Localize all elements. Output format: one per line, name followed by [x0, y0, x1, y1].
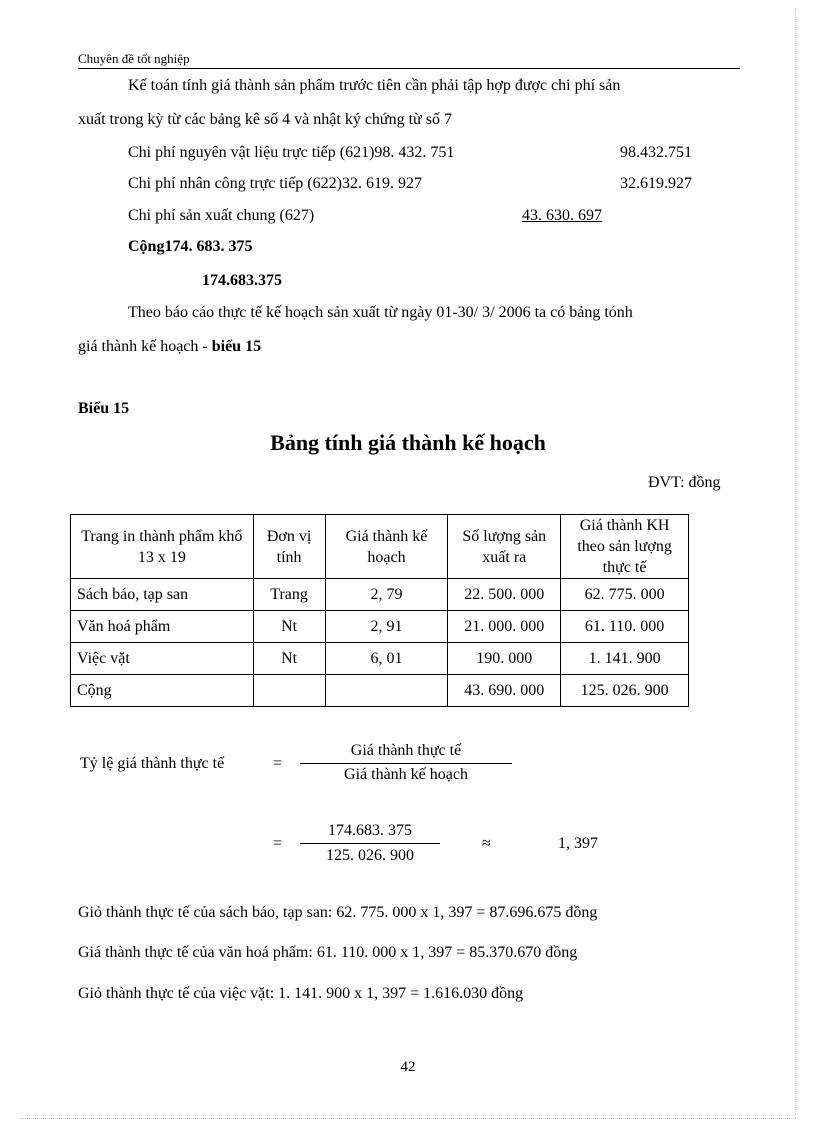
cell-unit: Nt [253, 643, 325, 675]
formula-value-fraction-bar [300, 843, 440, 844]
formula-result: 1, 397 [558, 835, 598, 852]
table-row [71, 579, 689, 611]
running-header: Chuyên đề tốt nghiệp [78, 50, 740, 69]
cell-plan-cost: 1. 141. 900 [561, 643, 689, 675]
exhibit-label: Biểu 15 [78, 400, 130, 417]
total-amount: 174.683.375 [202, 272, 282, 289]
cell-unit [253, 675, 325, 707]
header-product: Trang in thành phẩm khổ 13 x 19 [71, 515, 254, 579]
cell-quantity: 190. 000 [448, 643, 561, 675]
cell-product: Việc vặt [71, 643, 254, 675]
cost-label-621: Chi phí nguyên vật liệu trực tiếp (621)98. 432. 751 [128, 144, 455, 161]
formula-equals-2: = [273, 835, 283, 852]
cell-unit: Nt [253, 611, 325, 643]
header-unit: Đơn vị tính [253, 515, 325, 579]
table-header-row [71, 515, 689, 579]
cost-amount-622: 32.619.927 [620, 175, 692, 192]
cell-quantity: 21. 000. 000 [448, 611, 561, 643]
formula-numerator: Giá thành thực tế [350, 742, 462, 759]
cost-amount-627: 43. 630. 697 [522, 207, 602, 224]
table-row [71, 643, 689, 675]
cost-label-622: Chi phí nhân công trực tiếp (622)32. 619. 927 [128, 175, 422, 192]
header-plan-price: Giá thành kế hoạch [325, 515, 448, 579]
cell-plan-price: 2, 91 [325, 611, 448, 643]
table-row [71, 611, 689, 643]
report-line-2-bold: biểu 15 [211, 338, 262, 355]
intro-line-1: Kế toán tính giá thành sản phẩm trước tiên cần phải tập hợp được chi phí sản [128, 77, 621, 94]
cell-plan-price [325, 675, 448, 707]
cell-product: Văn hoá phẩm [71, 611, 254, 643]
header-quantity: Số lượng sản xuất ra [448, 515, 561, 579]
page-border-bottom [20, 1118, 796, 1119]
formula-den-value: 125. 026. 900 [326, 847, 414, 864]
plan-cost-table [70, 514, 689, 707]
formula-num-value: 174.683. 375 [328, 822, 412, 839]
formula-fraction-bar [300, 763, 512, 764]
header-plan-cost-actual: Giá thành KH theo sản lượng thực tế [561, 515, 689, 579]
table-title: Bảng tính giá thành kế hoạch [270, 430, 546, 455]
cell-plan-cost: 62. 775. 000 [561, 579, 689, 611]
cost-amount-621: 98.432.751 [620, 144, 692, 161]
cell-plan-price: 2, 79 [325, 579, 448, 611]
table-total-row [71, 675, 689, 707]
total-label: Cộng174. 683. 375 [128, 238, 253, 255]
cost-label-627: Chi phí sản xuất chung (627) [128, 207, 315, 224]
formula-approx: ≈ [482, 835, 491, 852]
formula-denominator: Giá thành kế hoạch [344, 766, 468, 783]
page-border-right [795, 8, 796, 1118]
calc-line-books: Giỏ thành thực tế của sách báo, tạp san: 62. 775. 000 x 1, 397 = 87.696.675 đồng [78, 904, 598, 921]
formula-label: Tỷ lệ giá thành thực tế [80, 755, 225, 772]
cell-product: Sách báo, tạp san [71, 579, 254, 611]
cell-unit: Trang [253, 579, 325, 611]
cell-plan-cost: 61. 110. 000 [561, 611, 689, 643]
cell-quantity: 43. 690. 000 [448, 675, 561, 707]
page-number: 42 [400, 1059, 416, 1075]
report-line-2-prefix: giá thành kế hoạch - [78, 338, 212, 355]
cell-plan-cost: 125. 026. 900 [561, 675, 689, 707]
formula-equals-1: = [273, 755, 283, 772]
cell-plan-price: 6, 01 [325, 643, 448, 675]
report-line-2 [78, 337, 261, 357]
cell-quantity: 22. 500. 000 [448, 579, 561, 611]
cell-product: Cộng [71, 675, 254, 707]
intro-line-2: xuất trong kỳ từ các bảng kê số 4 và nhật ký chứng từ số 7 [78, 111, 452, 128]
calc-line-misc: Giỏ thành thực tế của việc vặt: 1. 141. 900 x 1, 397 = 1.616.030 đồng [78, 985, 524, 1002]
report-line-1: Theo báo cáo thực tế kế hoạch sản xuất từ ngày 01-30/ 3/ 2006 ta có bảng tónh [128, 304, 633, 321]
calc-line-cultural: Giá thành thực tế của văn hoá phẩm: 61. 110. 000 x 1, 397 = 85.370.670 đồng [78, 944, 578, 961]
unit-note: ĐVT: đồng [648, 474, 721, 491]
